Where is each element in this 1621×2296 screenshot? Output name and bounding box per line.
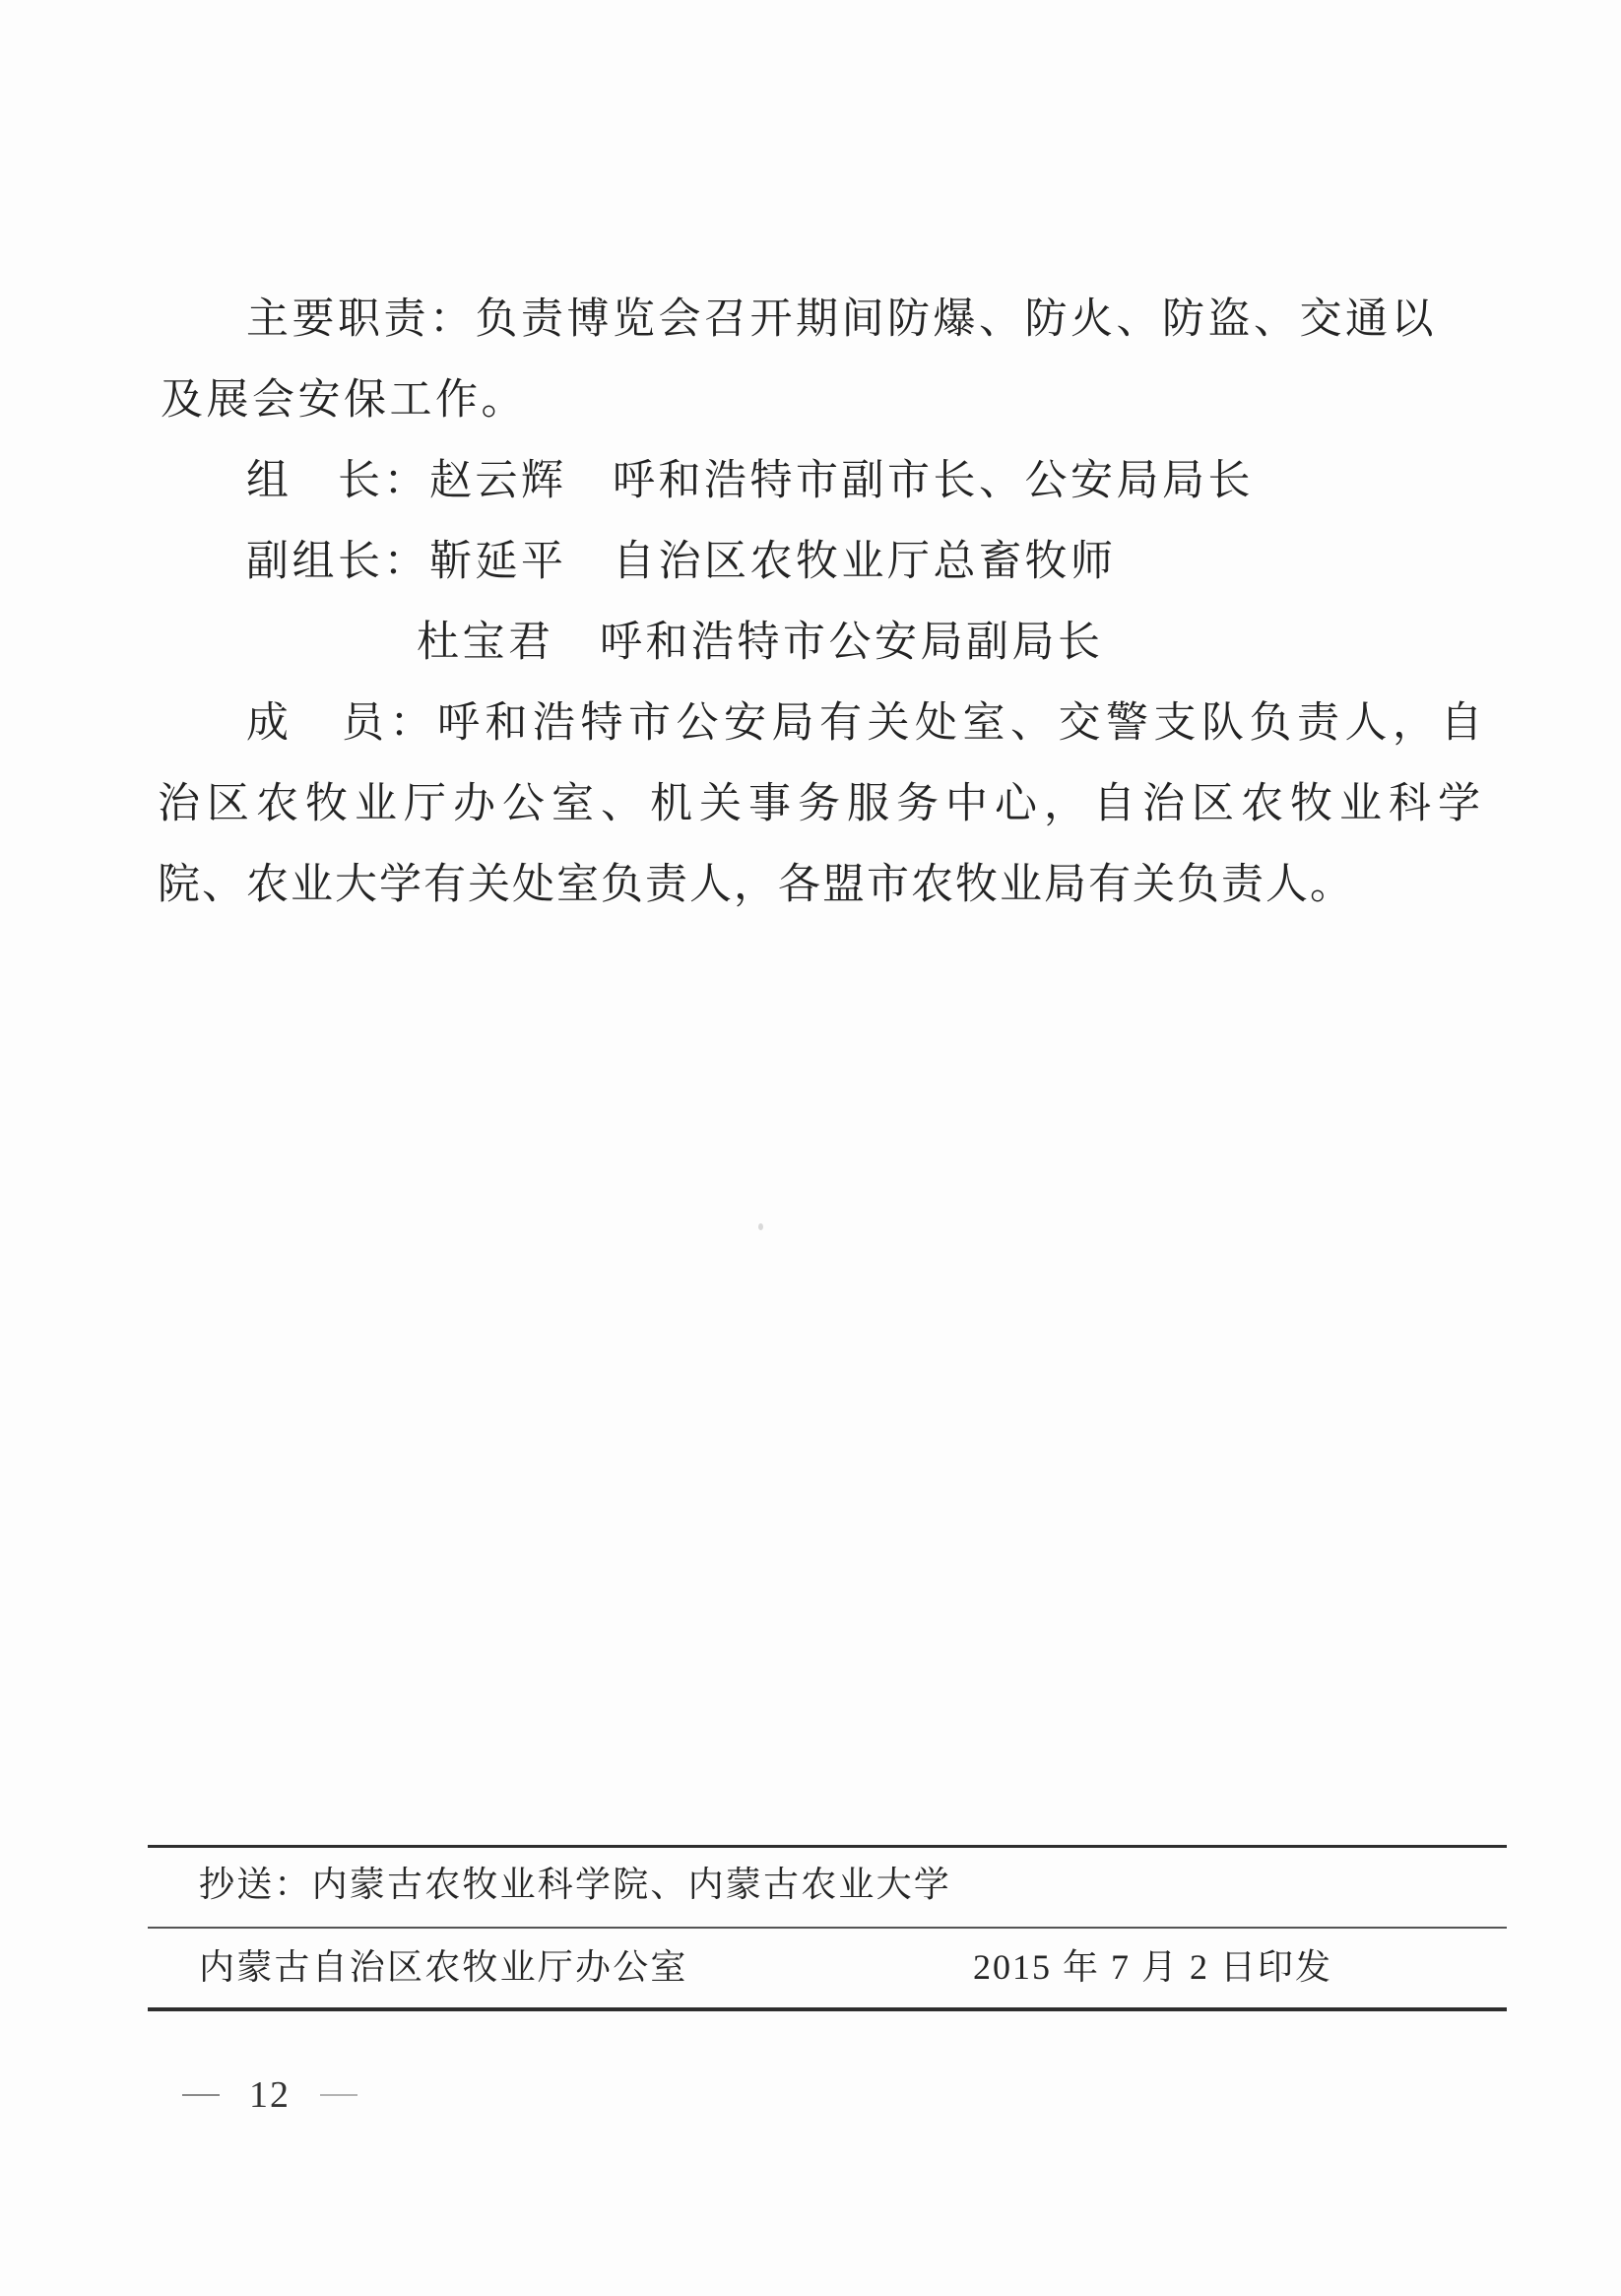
scan-speck xyxy=(758,1223,763,1230)
footer-rule-middle xyxy=(148,1927,1507,1929)
page-number-dash-left xyxy=(182,2094,220,2096)
footer-issuing-office: 内蒙古自治区农牧业厅办公室 xyxy=(199,1947,688,1987)
footer-cc-line: 抄送：内蒙古农牧业科学院、内蒙古农业大学 xyxy=(199,1865,952,1904)
body-line-duties-2: 及展会安保工作。 xyxy=(161,377,527,424)
body-line-deputy-leader: 副组长：靳延平 自治区农牧业厅总畜牧师 xyxy=(246,539,1117,585)
body-line-deputy-leader-2: 杜宝君 呼和浩特市公安局副局长 xyxy=(417,620,1104,666)
footer-rule-bottom xyxy=(148,2007,1507,2011)
body-line-members-2: 治区农牧业厅办公室、机关事务服务中心，自治区农牧业科学 xyxy=(158,781,1487,827)
body-line-members-3: 院、农业大学有关处室负责人，各盟市农牧业局有关负责人。 xyxy=(158,862,1354,908)
body-line-group-leader: 组 长：赵云辉 呼和浩特市副市长、公安局局长 xyxy=(246,458,1254,504)
footer-print-date: 2015 年 7 月 2 日印发 xyxy=(973,1947,1333,1987)
page-number xyxy=(182,2076,357,2114)
footer-rule-top xyxy=(148,1845,1507,1848)
page-number-dash-right xyxy=(320,2094,357,2096)
page-number-value: 12 xyxy=(249,2074,291,2116)
body-line-members-1: 成 员：呼和浩特市公安局有关处室、交警支队负责人，自 xyxy=(246,700,1488,747)
body-line-duties-1: 主要职责：负责博览会召开期间防爆、防火、防盗、交通以 xyxy=(246,296,1437,343)
